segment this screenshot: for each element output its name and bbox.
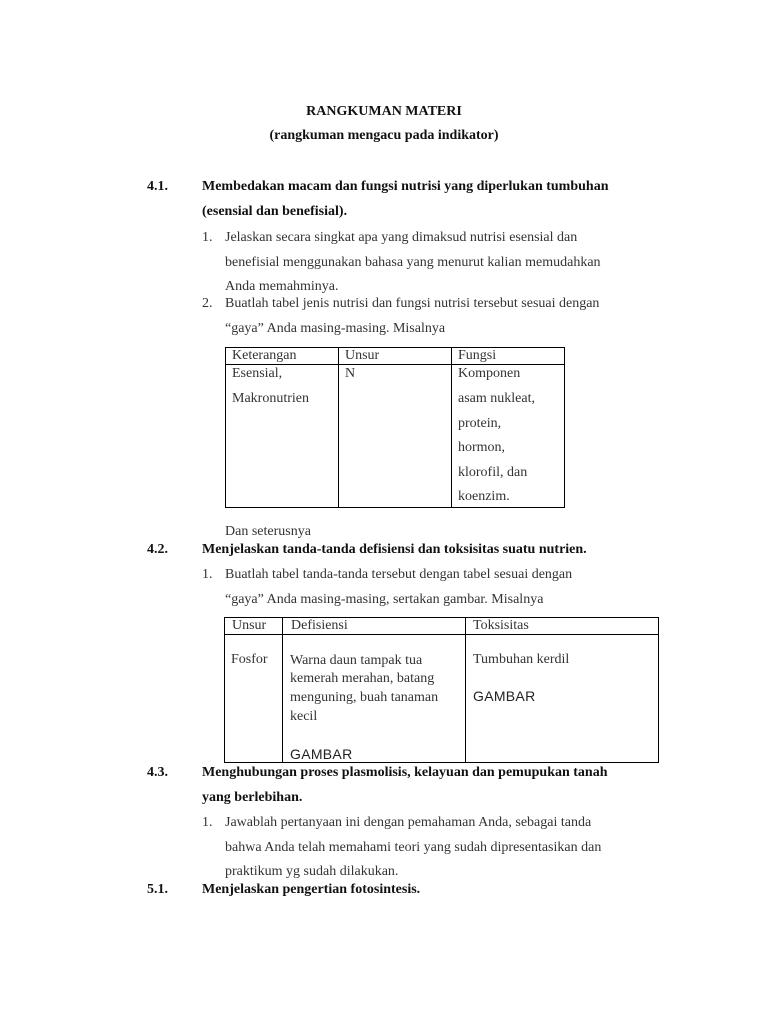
after-table-text: Dan seterusnya [225, 524, 311, 539]
section-4-2-heading: Menjelaskan tanda-tanda defisiensi dan toksisitas suatu nutrien. [202, 542, 587, 557]
section-5-1-number: 5.1. [147, 882, 168, 897]
table-cell: Komponen [458, 366, 521, 381]
section-4-3-item1-line: bahwa Anda telah memahami teori yang sudah dipresentasikan dan [225, 840, 602, 855]
section-4-1-heading-line2: (esensial dan benefisial). [202, 204, 348, 219]
table-cell: kemerah merahan, batang [290, 671, 435, 686]
table-cell: Makronutrien [232, 391, 309, 406]
table-cell: protein, [458, 416, 502, 431]
section-4-1-item2-number: 2. [202, 296, 213, 311]
section-4-2-item1-line: Buatlah tabel tanda-tanda tersebut dengan tabel sesuai dengan [225, 567, 573, 582]
deficiency-table [224, 617, 659, 763]
table-header-fungsi: Fungsi [458, 348, 497, 363]
table-header-toksisitas: Toksisitas [473, 618, 529, 633]
table-cell: Fosfor [231, 652, 268, 667]
table-cell: Tumbuhan kerdil [473, 652, 570, 667]
section-4-1-item2-line: “gaya” Anda masing-masing. Misalnya [225, 321, 446, 336]
gambar-placeholder: GAMBAR [473, 688, 536, 704]
section-5-1-heading: Menjelaskan pengertian fotosintesis. [202, 882, 421, 897]
page-title: RANGKUMAN MATERI [306, 104, 462, 119]
table-cell: N [345, 366, 356, 381]
section-4-1-item1-line: Anda memahminya. [225, 279, 339, 294]
section-4-1-item1-number: 1. [202, 230, 213, 245]
table-cell: Esensial, [232, 366, 283, 381]
section-4-3-item1-line: praktikum yg sudah dilakukan. [225, 864, 399, 879]
section-4-3-item1-line: Jawablah pertanyaan ini dengan pemahaman Anda, sebagai tanda [225, 815, 592, 830]
table-cell: koenzim. [458, 489, 510, 504]
table-cell: hormon, [458, 440, 506, 455]
section-4-1-heading-line1: Membedakan macam dan fungsi nutrisi yang diperlukan tumbuhan [202, 179, 609, 194]
section-4-2-item1-line: “gaya” Anda masing-masing, sertakan gambar. Misalnya [225, 592, 544, 607]
section-4-1-item2-line: Buatlah tabel jenis nutrisi dan fungsi nutrisi tersebut sesuai dengan [225, 296, 600, 311]
table-header-keterangan: Keterangan [232, 348, 297, 363]
section-4-3-heading-line1: Menghubungan proses plasmolisis, kelayuan dan pemupukan tanah [202, 765, 608, 780]
table-cell: klorofil, dan [458, 465, 528, 480]
table-cell: Warna daun tampak tua [290, 653, 423, 668]
gambar-placeholder: GAMBAR [290, 746, 353, 762]
nutrient-table [225, 347, 565, 508]
table-cell: menguning, buah tanaman [290, 690, 439, 705]
table-cell: asam nukleat, [458, 391, 535, 406]
table-cell: kecil [290, 709, 318, 724]
section-4-2-number: 4.2. [147, 542, 168, 557]
table-header-unsur: Unsur [345, 348, 380, 363]
table-header-unsur: Unsur [232, 618, 267, 633]
table-header-defisiensi: Defisiensi [291, 618, 348, 633]
section-4-3-number: 4.3. [147, 765, 168, 780]
section-4-3-heading-line2: yang berlebihan. [202, 790, 303, 805]
section-4-3-item1-number: 1. [202, 815, 213, 830]
page-subtitle: (rangkuman mengacu pada indikator) [269, 128, 499, 143]
section-4-1-item1-line: benefisial menggunakan bahasa yang menurut kalian memudahkan [225, 255, 601, 270]
section-4-2-item1-number: 1. [202, 567, 213, 582]
section-4-1-number: 4.1. [147, 179, 168, 194]
section-4-1-item1-line: Jelaskan secara singkat apa yang dimaksud nutrisi esensial dan [225, 230, 578, 245]
